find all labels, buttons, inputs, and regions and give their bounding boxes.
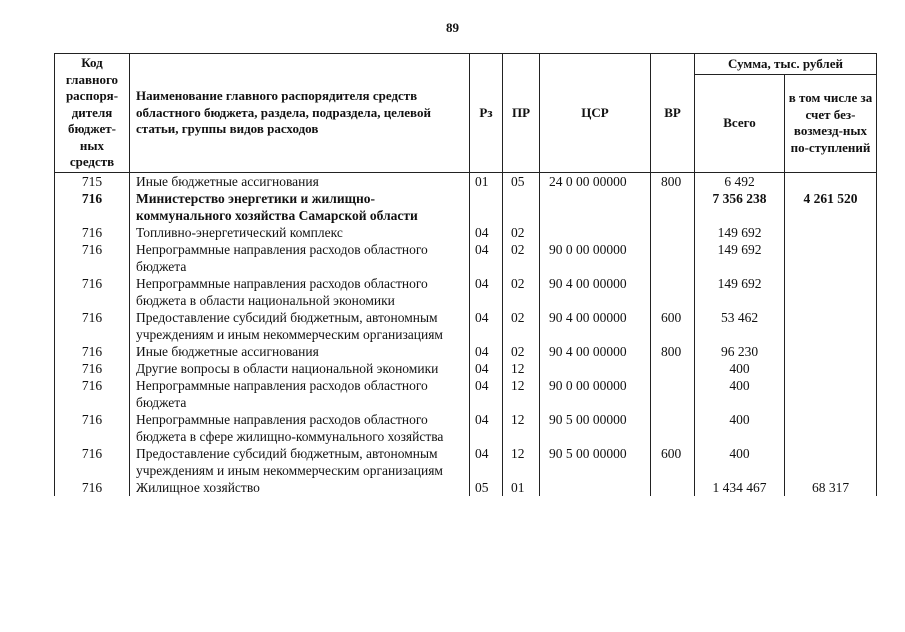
cell-csr: 90 4 00 00000 <box>540 343 651 360</box>
cell-vr <box>651 241 695 275</box>
table-row <box>55 275 877 309</box>
cell-pr: 02 <box>503 343 540 360</box>
cell-pr: 12 <box>503 445 540 479</box>
table-row <box>55 360 877 377</box>
cell-kod: 716 <box>55 411 130 445</box>
cell-pr: 05 <box>503 172 540 190</box>
cell-name: Иные бюджетные ассигнования <box>130 343 470 360</box>
cell-kod: 715 <box>55 172 130 190</box>
cell-incl <box>785 360 877 377</box>
cell-name: Иные бюджетные ассигнования <box>130 172 470 190</box>
table-row <box>55 445 877 479</box>
cell-incl <box>785 241 877 275</box>
table-row <box>55 377 877 411</box>
cell-csr: 24 0 00 00000 <box>540 172 651 190</box>
header-sum: Сумма, тыс. рублей <box>695 54 877 75</box>
cell-kod: 716 <box>55 360 130 377</box>
cell-total: 96 230 <box>695 343 785 360</box>
cell-vr <box>651 224 695 241</box>
cell-total: 7 356 238 <box>695 190 785 224</box>
cell-name: Жилищное хозяйство <box>130 479 470 496</box>
cell-pr: 01 <box>503 479 540 496</box>
cell-incl <box>785 309 877 343</box>
cell-pr: 02 <box>503 241 540 275</box>
header-kod: Код главного распоря-дителя бюджет-ных средств <box>55 54 130 173</box>
table-row <box>55 309 877 343</box>
cell-incl <box>785 172 877 190</box>
cell-kod: 716 <box>55 377 130 411</box>
cell-vr <box>651 360 695 377</box>
cell-kod: 716 <box>55 309 130 343</box>
cell-csr: 90 0 00 00000 <box>540 241 651 275</box>
cell-name: Непрограммные направления расходов областного бюджета в области национальной экономики <box>130 275 470 309</box>
cell-incl <box>785 275 877 309</box>
table-row <box>55 411 877 445</box>
cell-incl: 4 261 520 <box>785 190 877 224</box>
cell-pr: 12 <box>503 360 540 377</box>
cell-csr <box>540 479 651 496</box>
table-row <box>55 241 877 275</box>
cell-csr <box>540 190 651 224</box>
cell-vr: 800 <box>651 172 695 190</box>
header-incl: в том числе за счет без-возмезд-ных по-ступлений <box>785 75 877 173</box>
cell-kod: 716 <box>55 190 130 224</box>
header-csr: ЦСР <box>540 54 651 173</box>
table-row <box>55 479 877 496</box>
cell-pr: 02 <box>503 309 540 343</box>
table-row <box>55 190 877 224</box>
cell-rz: 04 <box>470 360 503 377</box>
cell-pr: 12 <box>503 377 540 411</box>
cell-rz: 04 <box>470 309 503 343</box>
header-vr: ВР <box>651 54 695 173</box>
cell-rz: 01 <box>470 172 503 190</box>
cell-pr: 02 <box>503 224 540 241</box>
cell-name: Непрограммные направления расходов областного бюджета в сфере жилищно-коммунального хозяйства <box>130 411 470 445</box>
header-name: Наименование главного распорядителя средств областного бюджета, раздела, подраздела, целевой статьи, группы видов расходов <box>130 54 470 173</box>
cell-kod: 716 <box>55 445 130 479</box>
cell-csr <box>540 224 651 241</box>
cell-vr <box>651 479 695 496</box>
header-rz: Рз <box>470 54 503 173</box>
cell-vr: 600 <box>651 309 695 343</box>
cell-name: Непрограммные направления расходов областного бюджета <box>130 377 470 411</box>
table-row <box>55 224 877 241</box>
cell-pr <box>503 190 540 224</box>
cell-total: 400 <box>695 445 785 479</box>
cell-name: Другие вопросы в области национальной экономики <box>130 360 470 377</box>
cell-rz: 04 <box>470 411 503 445</box>
cell-rz: 04 <box>470 343 503 360</box>
cell-name: Топливно-энергетический комплекс <box>130 224 470 241</box>
cell-total: 149 692 <box>695 224 785 241</box>
cell-total: 53 462 <box>695 309 785 343</box>
cell-rz: 04 <box>470 377 503 411</box>
cell-incl <box>785 411 877 445</box>
cell-total: 149 692 <box>695 275 785 309</box>
cell-name: Предоставление субсидий бюджетным, автономным учреждениям и иным некоммерческим организациям <box>130 445 470 479</box>
cell-vr <box>651 377 695 411</box>
cell-rz: 04 <box>470 445 503 479</box>
cell-total: 1 434 467 <box>695 479 785 496</box>
cell-csr: 90 5 00 00000 <box>540 411 651 445</box>
header-pr: ПР <box>503 54 540 173</box>
cell-incl <box>785 445 877 479</box>
cell-csr: 90 5 00 00000 <box>540 445 651 479</box>
cell-kod: 716 <box>55 241 130 275</box>
cell-rz: 04 <box>470 224 503 241</box>
cell-kod: 716 <box>55 224 130 241</box>
cell-kod: 716 <box>55 479 130 496</box>
cell-csr: 90 4 00 00000 <box>540 309 651 343</box>
cell-vr <box>651 190 695 224</box>
cell-incl <box>785 343 877 360</box>
cell-incl <box>785 224 877 241</box>
table-header <box>55 54 877 173</box>
cell-total: 400 <box>695 360 785 377</box>
cell-name: Предоставление субсидий бюджетным, автономным учреждениям и иным некоммерческим организациям <box>130 309 470 343</box>
cell-kod: 716 <box>55 275 130 309</box>
cell-total: 149 692 <box>695 241 785 275</box>
cell-pr: 12 <box>503 411 540 445</box>
table-row <box>55 343 877 360</box>
cell-vr: 800 <box>651 343 695 360</box>
cell-rz: 04 <box>470 241 503 275</box>
budget-table <box>54 53 877 496</box>
cell-csr: 90 0 00 00000 <box>540 377 651 411</box>
cell-vr: 600 <box>651 445 695 479</box>
cell-vr <box>651 411 695 445</box>
cell-vr <box>651 275 695 309</box>
cell-pr: 02 <box>503 275 540 309</box>
cell-csr: 90 4 00 00000 <box>540 275 651 309</box>
table-row <box>55 172 877 190</box>
cell-total: 6 492 <box>695 172 785 190</box>
cell-total: 400 <box>695 411 785 445</box>
cell-name: Непрограммные направления расходов областного бюджета <box>130 241 470 275</box>
cell-total: 400 <box>695 377 785 411</box>
cell-name: Министерство энергетики и жилищно-коммунального хозяйства Самарской области <box>130 190 470 224</box>
header-total: Всего <box>695 75 785 173</box>
cell-csr <box>540 360 651 377</box>
cell-incl <box>785 377 877 411</box>
cell-rz <box>470 190 503 224</box>
cell-rz: 05 <box>470 479 503 496</box>
cell-rz: 04 <box>470 275 503 309</box>
page-number: 89 <box>446 20 459 35</box>
cell-kod: 716 <box>55 343 130 360</box>
cell-incl: 68 317 <box>785 479 877 496</box>
table-body <box>55 172 877 496</box>
